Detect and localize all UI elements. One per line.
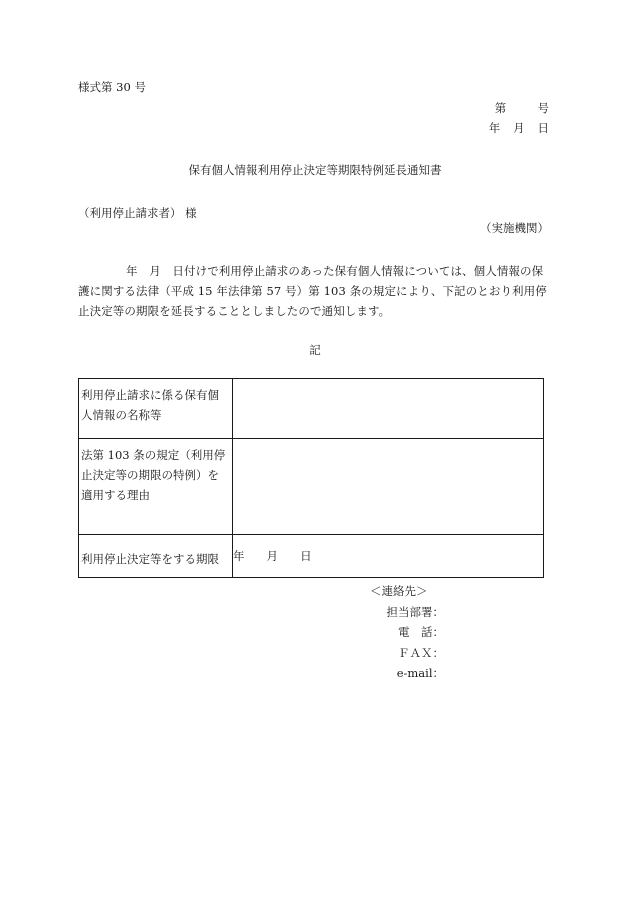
contact-fax: ＦＡＸ： xyxy=(398,645,444,660)
ki-marker: 記 xyxy=(309,343,321,357)
form-number: 様式第 30 号 xyxy=(78,80,146,94)
table-row-label: 法第 103 条の規定（利用停止決定等の期限の特例）を適用する理由 xyxy=(79,439,233,535)
table-row xyxy=(79,439,544,535)
contact-phone: 電 話： xyxy=(398,625,444,639)
contact-heading: ＜連絡先＞ xyxy=(370,584,428,598)
table-row-label: 利用停止請求に係る保有個人情報の名称等 xyxy=(79,379,233,439)
details-table xyxy=(78,378,544,578)
table-row xyxy=(79,535,544,578)
contact-department: 担当部署： xyxy=(386,604,444,619)
issuing-agency: （実施機関） xyxy=(480,221,549,235)
table-row-value xyxy=(233,379,544,439)
table-row xyxy=(79,379,544,439)
contact-email: e-mail： xyxy=(396,666,444,680)
deadline-date: 年 月 日 xyxy=(233,535,544,578)
table-row-label: 利用停止決定等をする期限 xyxy=(79,535,233,578)
notice-body: 年 月 日付けで利用停止請求のあった保有個人情報については、個人情報の保護に関する法律（平成 15 年法律第 57 号）第 103 条の規定により、下記のとおり利用停止決定等の期限を延長することとしましたので通知します。 xyxy=(78,264,547,318)
recipient-line: （利用停止請求者） 様 xyxy=(78,206,197,220)
contact-block xyxy=(370,581,444,684)
document-date: 年 月 日 xyxy=(488,121,549,135)
document-title: 保有個人情報利用停止決定等期限特例延長通知書 xyxy=(188,163,442,177)
document-number: 第 号 xyxy=(494,101,549,115)
table-row-value xyxy=(233,439,544,535)
